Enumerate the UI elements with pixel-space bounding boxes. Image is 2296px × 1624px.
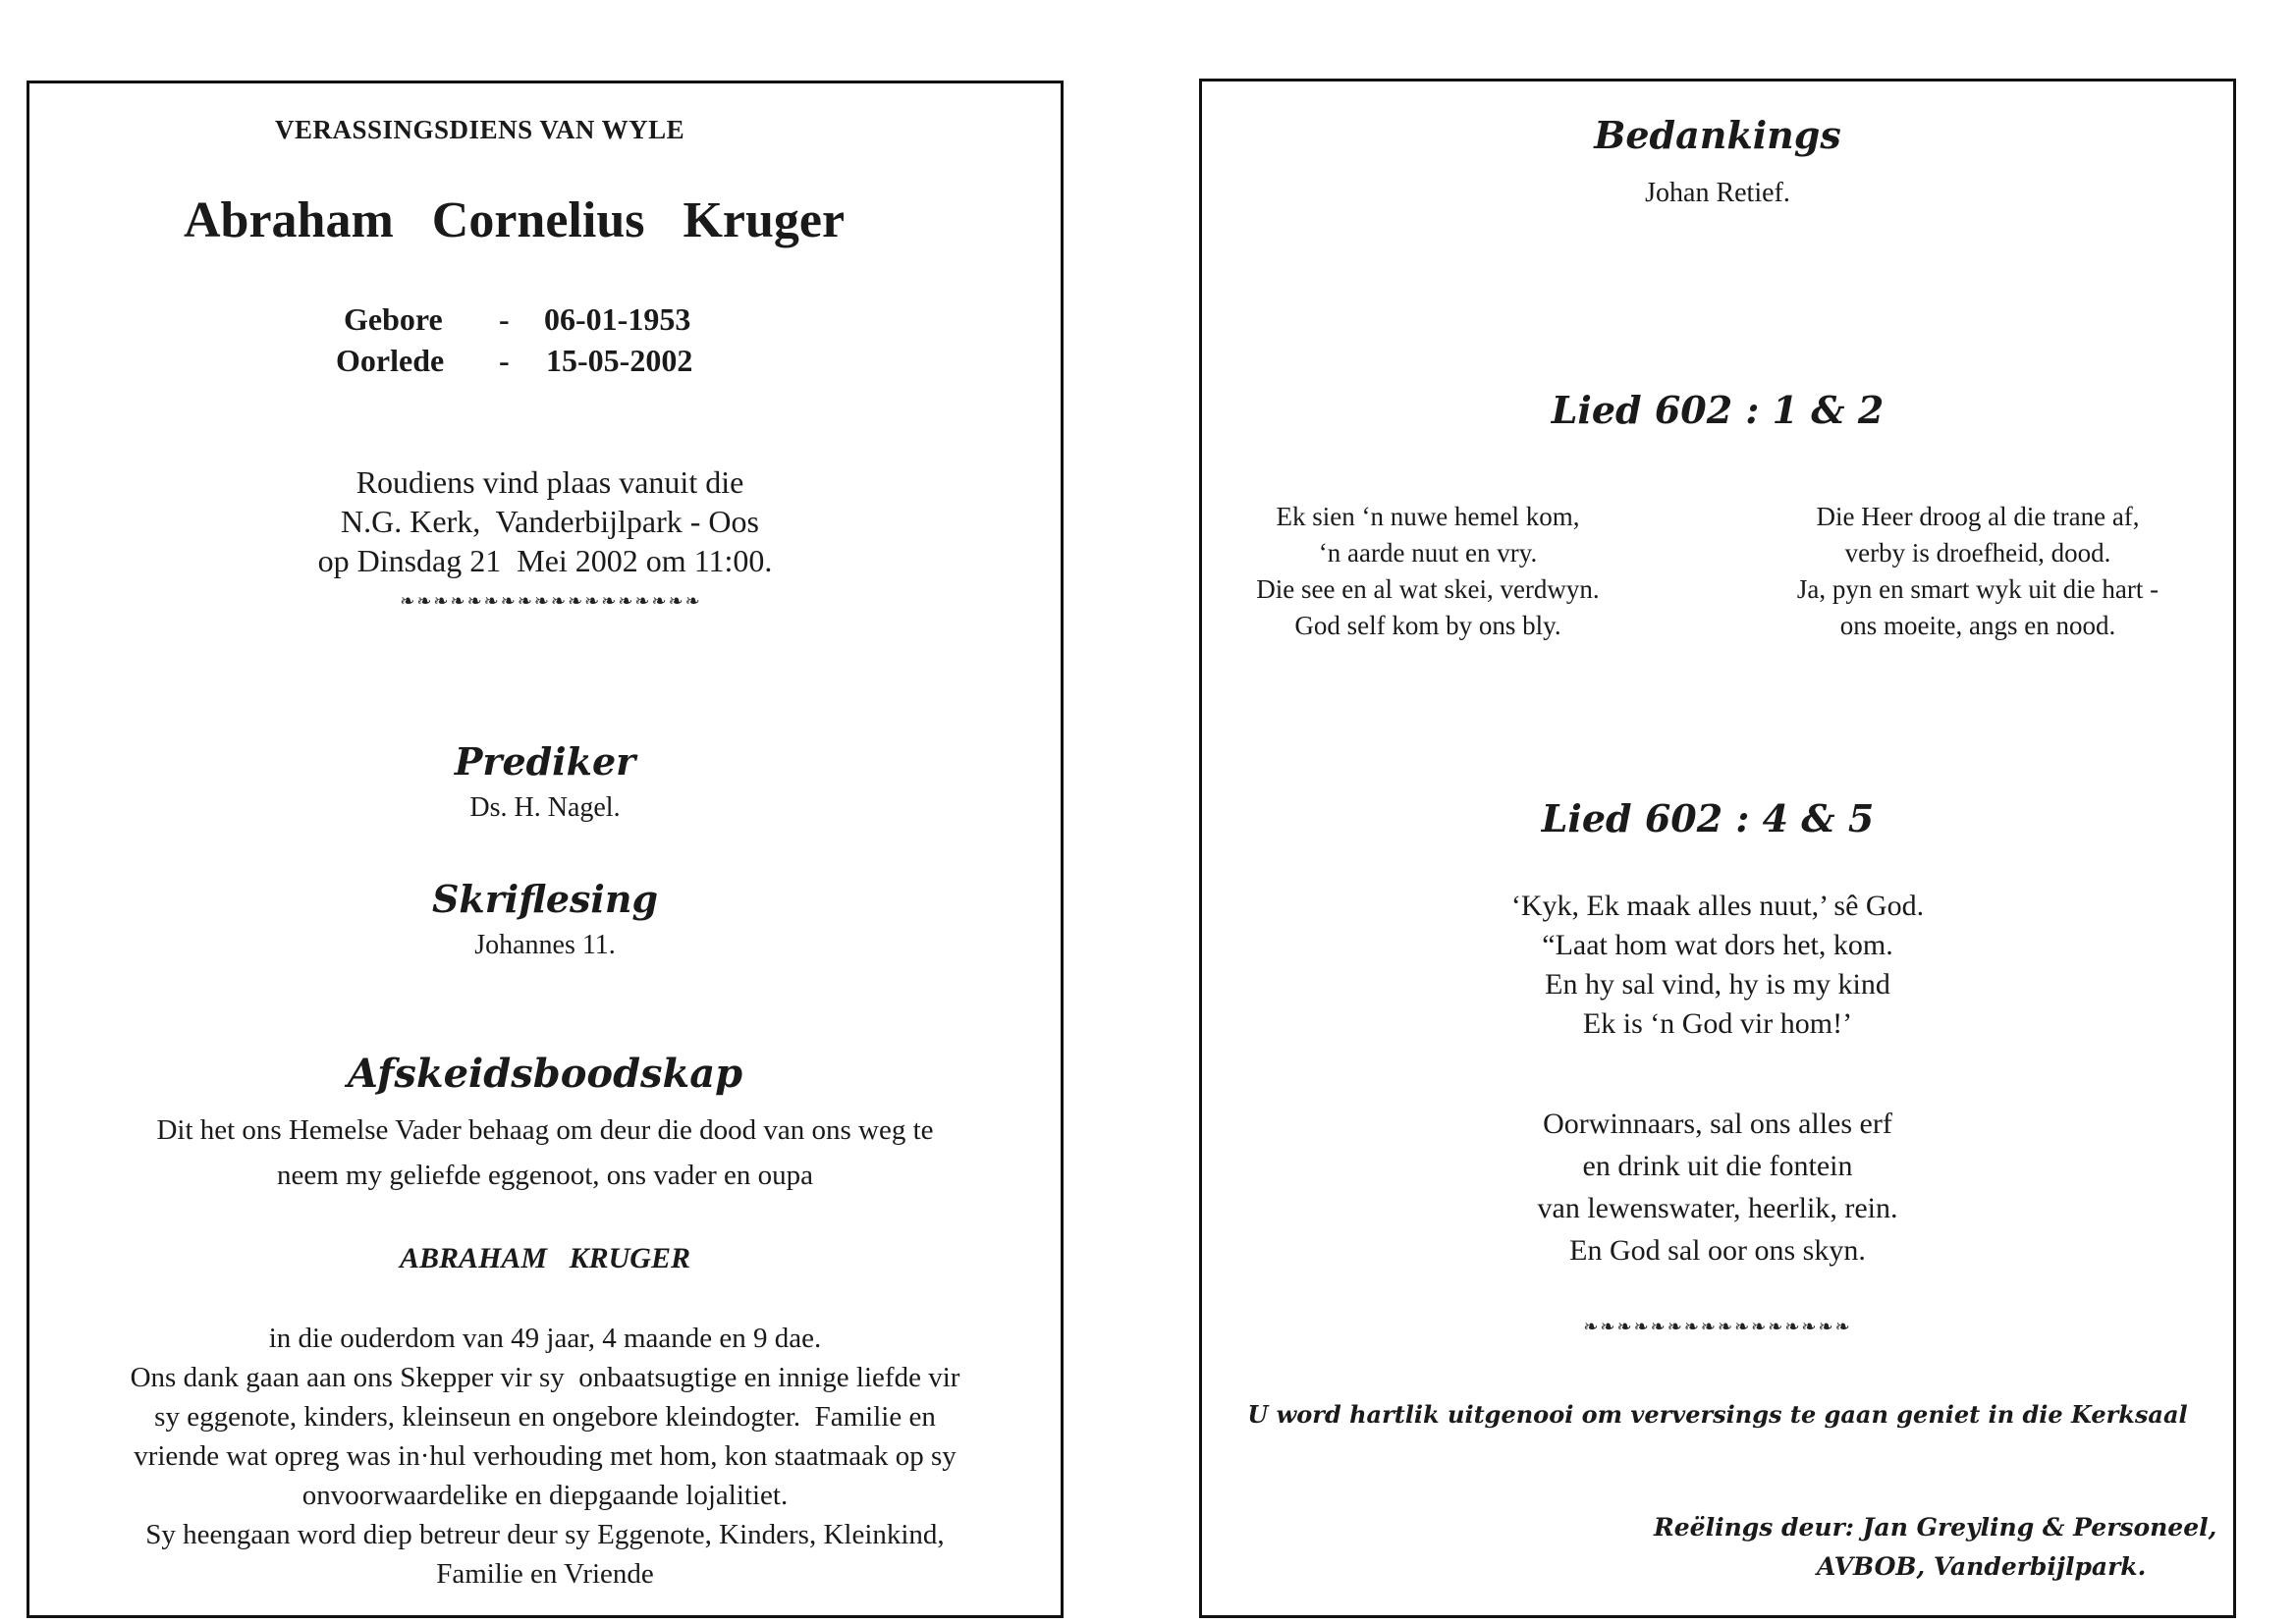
hymn2-verse2-line-4: En God sal oor ons skyn. — [1569, 1234, 1866, 1267]
arrangements-line-2: AVBOB, Vanderbijlpark. — [1817, 1552, 2147, 1581]
ornament-divider-right: ❧❧❧❧❧❧❧❧❧❧❧❧❧❧❧❧ — [1583, 1317, 1852, 1336]
tribute-line-1: in die ouderdom van 49 jaar, 4 maande en 9 dae. — [268, 1323, 822, 1354]
farewell-line-1: Dit het ons Hemelse Vader behaag om deur die dood van ons weg te — [156, 1114, 934, 1146]
tribute-line-5: onvoorwaardelike en diepgaande lojalitiet. — [301, 1480, 789, 1511]
died-date: 15-05-2002 — [546, 343, 693, 378]
hymn1-verse1-line-4: God self kom by ons bly. — [1294, 611, 1561, 640]
hymn1-verse1-line-3: Die see en al wat skei, verdwyn. — [1256, 574, 1600, 604]
hymn1-heading: Lied 602 : 1 & 2 — [1551, 388, 1885, 432]
reading-text: Johannes 11. — [474, 930, 616, 960]
died-label: Oorlede — [336, 343, 445, 378]
hymn1-verse1-line-2: ‘n aarde nuut en vry. — [1318, 538, 1538, 568]
tribute-line-3: sy eggenote, kinders, kleinseun en ongebore kleindogter. Familie en — [154, 1401, 936, 1433]
tribute-line-4: vriende wat opreg was in·hul verhouding met hom, kon staatmaak op sy — [134, 1440, 957, 1472]
venue-line-1: Roudiens vind plaas vanuit die — [355, 464, 744, 500]
service-title: VERASSINGSDIENS VAN WYLE — [275, 115, 685, 144]
tribute-line-2: Ons dank gaan aan ons Skepper vir sy onbaatsugtige en innige liefde vir — [130, 1362, 960, 1393]
deceased-full-name: Abraham Cornelius Kruger — [184, 192, 846, 248]
tribute-line-7: Familie en Vriende — [436, 1558, 654, 1590]
hymn1-verse2-line-2: verby is droefheid, dood. — [1844, 538, 2111, 568]
left-page — [27, 81, 1064, 1618]
born-label: Gebore — [344, 301, 443, 337]
farewell-line-2: neem my geliefde eggenoot, ons vader en oupa — [277, 1160, 813, 1191]
hymn2-verse1 — [1202, 887, 2233, 1044]
thanks-heading: Bedankings — [1594, 113, 1841, 157]
reading-heading: Skriflesing — [431, 877, 659, 921]
venue-line-2: N.G. Kerk, Vanderbijlpark - Oos — [341, 504, 759, 539]
venue-line-3: op Dinsdag 21 Mei 2002 om 11:00. — [317, 543, 773, 578]
hymn1-verse1 — [1231, 502, 1624, 647]
hymn2-verse1-line-3: En hy sal vind, hy is my kind — [1545, 968, 1890, 1001]
hymn2-heading: Lied 602 : 4 & 5 — [1541, 796, 1875, 840]
farewell-heading: Afskeidsboodskap — [347, 1051, 743, 1097]
preacher-name: Ds. H. Nagel. — [469, 792, 621, 823]
hymn2-verse2-line-2: en drink uit die fontein — [1582, 1150, 1853, 1182]
hymn2-verse2 — [1202, 1103, 2233, 1272]
preacher-heading: Prediker — [454, 739, 636, 784]
tribute-line-6: Sy heengaan word diep betreur deur sy Eggenote, Kinders, Kleinkind, — [145, 1519, 945, 1550]
ornament-divider-left: ❧❧❧❧❧❧❧❧❧❧❧❧❧❧❧❧❧❧ — [400, 591, 702, 611]
arrangements-line-1: Reëlings deur: Jan Greyling & Personeel, — [1654, 1513, 2217, 1542]
hymn2-verse1-line-2: “Laat hom wat dors het, kom. — [1542, 929, 1893, 961]
hymn1-verse2-line-3: Ja, pyn en smart wyk uit die hart - — [1796, 574, 2159, 604]
deceased-short-name: ABRAHAM KRUGER — [400, 1242, 690, 1274]
died-dash: - — [499, 343, 510, 378]
born-date: 06-01-1953 — [544, 301, 691, 337]
born-dash: - — [499, 301, 510, 337]
hymn1-verse2 — [1762, 502, 2194, 647]
hymn2-verse2-line-1: Oorwinnaars, sal ons alles erf — [1543, 1108, 1892, 1140]
thanks-name: Johan Retief. — [1645, 178, 1790, 208]
right-page — [1199, 79, 2236, 1618]
hymn2-verse1-line-1: ‘Kyk, Ek maak alles nuut,’ sê God. — [1510, 890, 1925, 922]
hymn1-verse2-line-1: Die Heer droog al die trane af, — [1816, 502, 2140, 531]
invitation-text: U word hartlik uitgenooi om verversings te gaan geniet in die Kerksaal — [1247, 1400, 2188, 1429]
hymn2-verse2-line-3: van lewenswater, heerlik, rein. — [1537, 1192, 1898, 1224]
hymn2-verse1-line-4: Ek is ‘n God vir hom!’ — [1582, 1007, 1853, 1040]
hymn1-verse2-line-4: ons moeite, angs en nood. — [1839, 611, 2116, 640]
hymn1-verse1-line-1: Ek sien ‘n nuwe hemel kom, — [1276, 502, 1580, 531]
